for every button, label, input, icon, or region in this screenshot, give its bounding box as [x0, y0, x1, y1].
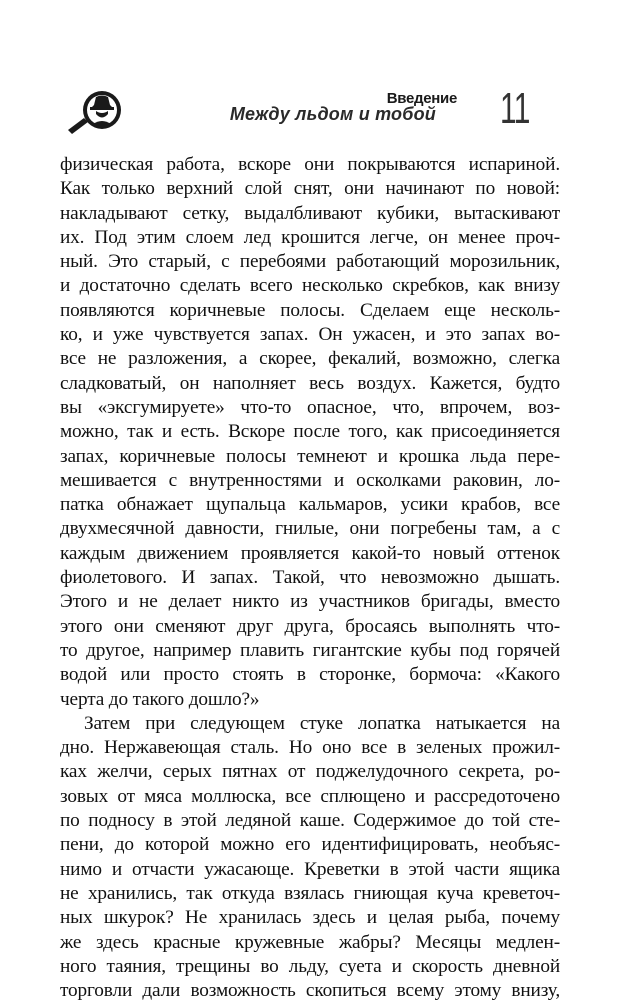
text-line: появляются коричневые полосы. Сделаем еще несколь-: [60, 299, 560, 321]
text-line: запах, коричневые полосы темнеют и крошка льда пере-: [60, 445, 560, 467]
text-line: все не разложения, а скорее, фекалий, возможно, слегка: [60, 348, 560, 370]
text-line: Затем при следующем стуке лопатка натыкается на: [84, 712, 560, 734]
text-line: не хранились, так откуда взялась гниющая куча креветоч-: [60, 882, 560, 904]
text-line: водой или просто стоять в сторонке, бормоча: «Какого: [60, 664, 560, 686]
text-line: каждым движением проявляется какой-то новый оттенок: [60, 542, 560, 564]
text-line: мешивается с внутренностями и осколками раковин, ло-: [60, 469, 560, 491]
text-line: по подносу в этой ледяной каше. Содержимое до той сте-: [60, 810, 560, 832]
text-line: то другое, например плавить гигантские кубы под горячей: [60, 639, 560, 661]
text-line: сладковатый, он наполняет весь воздух. Кажется, будто: [60, 372, 560, 394]
text-line: двухмесячной давности, гнилые, они погребены там, а с: [60, 518, 560, 540]
text-line: накладывают сетку, выдалбливают кубики, вытаскивают: [60, 202, 560, 224]
text-line: и достаточно сделать всего несколько скребков, как внизу: [60, 275, 560, 297]
text-line: фиолетового. И запах. Такой, что невозможно дышать.: [60, 567, 560, 589]
text-line: ных шкурок? Не хранилась здесь и целая рыба, почему: [60, 907, 560, 929]
text-line: Этого и не делает никто из участников бригады, вместо: [60, 591, 560, 613]
text-line: этого они сменяют друг друга, бросаясь выполнять что-: [60, 615, 560, 637]
text-line: зовых от мяса моллюска, все сплющено и рассредоточено: [60, 785, 560, 807]
text-line: Как только верхний слой снят, они начинают по новой:: [60, 178, 560, 200]
text-line: вы «эксгумируете» что-то опасное, что, впрочем, воз-: [60, 396, 560, 418]
text-line: пени, до которой можно его идентифицировать, необъяс-: [60, 834, 560, 856]
text-line: ко, и уже чувствуется запах. Он ужасен, и это запах во-: [60, 324, 560, 346]
body-text: [60, 153, 560, 1003]
detective-magnifier-icon: [66, 88, 134, 136]
text-line: ный. Это старый, с перебоями работающий морозильник,: [60, 251, 560, 273]
text-line: же здесь красные кружевные жабры? Месяцы медлен-: [60, 931, 560, 953]
text-line: черта до такого дошло?»: [60, 688, 260, 710]
text-line: ного таяния, трещины во льду, суета и скорость дневной: [60, 955, 560, 977]
text-line: их. Под этим слоем лед крошится легче, он менее проч-: [60, 226, 560, 248]
text-line: физическая работа, вскоре они покрываются испариной.: [60, 154, 560, 175]
text-line: нимо и отчасти ужасающе. Креветки в этой части ящика: [60, 858, 560, 880]
text-line: ках желчи, серых пятнах от поджелудочного секрета, ро-: [60, 761, 560, 783]
text-line: можно, так и есть. Вскоре после того, как присоединяется: [60, 421, 560, 443]
page-number: 11: [500, 84, 530, 133]
text-line: торговли дали возможность скопиться всему этому внизу,: [60, 980, 560, 1002]
text-line: дно. Нержавеющая сталь. Но оно все в зеленых прожил-: [60, 737, 560, 759]
text-line: патка обнажает щупальца кальмаров, усики крабов, все: [60, 494, 560, 516]
running-header: [0, 0, 619, 150]
section-title: Введение: [386, 90, 457, 107]
book-subtitle: Между льдом и тобой: [229, 104, 436, 124]
